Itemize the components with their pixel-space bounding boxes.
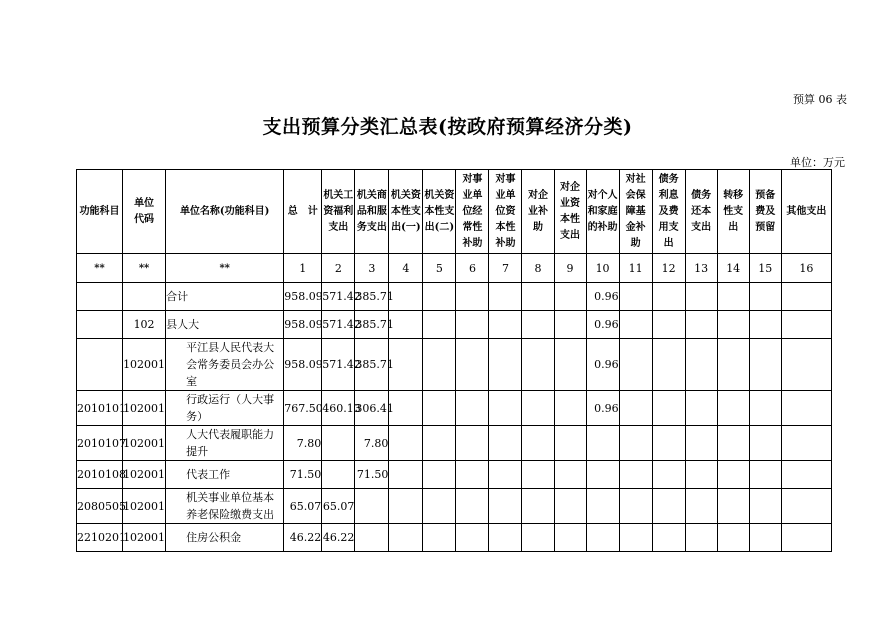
column-header: 转移 性支 出 [717, 170, 749, 254]
amount-cell: 958.09 [284, 283, 322, 311]
column-header: 预备 费及 预留 [749, 170, 781, 254]
amount-cell [685, 311, 717, 339]
amount-cell [619, 426, 652, 461]
column-header: 其他支出 [781, 170, 831, 254]
amount-cell [423, 283, 456, 311]
unit-name-cell: 代表工作 [166, 461, 284, 489]
amount-cell [781, 283, 831, 311]
amount-cell [749, 461, 781, 489]
amount-cell [423, 311, 456, 339]
column-index-cell: 2 [322, 254, 355, 283]
amount-cell [389, 426, 423, 461]
table-row [77, 524, 832, 552]
table-row [77, 339, 832, 391]
amount-cell: 571.42 [322, 283, 355, 311]
unit-code-cell: 102001 [123, 426, 166, 461]
amount-cell [652, 524, 685, 552]
table-row [77, 391, 832, 426]
amount-cell [619, 489, 652, 524]
amount-cell [652, 339, 685, 391]
amount-cell [389, 489, 423, 524]
amount-cell [489, 283, 522, 311]
amount-cell [781, 461, 831, 489]
amount-cell: 385.71 [355, 311, 389, 339]
column-index-cell: 15 [749, 254, 781, 283]
amount-cell [522, 339, 554, 391]
amount-cell [781, 524, 831, 552]
amount-cell [389, 339, 423, 391]
column-header: 对社 会保 障基 金补 助 [619, 170, 652, 254]
amount-cell: 460.13 [322, 391, 355, 426]
amount-cell [423, 489, 456, 524]
amount-cell: 0.96 [586, 391, 619, 426]
amount-cell: 571.42 [322, 311, 355, 339]
amount-cell: 958.09 [284, 339, 322, 391]
amount-cell [389, 311, 423, 339]
amount-cell: 65.07 [284, 489, 322, 524]
header-row [77, 170, 832, 254]
amount-cell [522, 311, 554, 339]
column-header: 机关商 品和服 务支出 [355, 170, 389, 254]
amount-cell [489, 489, 522, 524]
unit-name-cell: 县人大 [166, 311, 284, 339]
unit-name-cell: 行政运行（人大事务） [166, 391, 284, 426]
amount-cell [554, 339, 586, 391]
amount-cell: 7.80 [284, 426, 322, 461]
amount-cell [554, 524, 586, 552]
amount-cell [586, 461, 619, 489]
amount-cell [717, 311, 749, 339]
column-index-cell: 3 [355, 254, 389, 283]
column-index-row [77, 254, 832, 283]
amount-cell [456, 339, 489, 391]
amount-cell: 65.07 [322, 489, 355, 524]
amount-cell [522, 426, 554, 461]
amount-cell [456, 311, 489, 339]
amount-cell [456, 524, 489, 552]
form-number: 预算 06 表 [793, 93, 847, 106]
column-index-cell: 13 [685, 254, 717, 283]
amount-cell: 71.50 [355, 461, 389, 489]
unit-label: 单位：万元 [790, 156, 845, 169]
unit-code-cell: 102001 [123, 391, 166, 426]
amount-cell [423, 391, 456, 426]
amount-cell [389, 524, 423, 552]
amount-cell [781, 391, 831, 426]
amount-cell [652, 311, 685, 339]
amount-cell [554, 391, 586, 426]
amount-cell: 46.22 [322, 524, 355, 552]
function-code-cell [77, 339, 123, 391]
unit-code-cell: 102001 [123, 461, 166, 489]
column-index-cell: 10 [586, 254, 619, 283]
amount-cell [522, 461, 554, 489]
amount-cell [456, 489, 489, 524]
table-row [77, 489, 832, 524]
amount-cell [489, 339, 522, 391]
function-code-cell: 2210201 [77, 524, 123, 552]
amount-cell [586, 426, 619, 461]
amount-cell [456, 461, 489, 489]
budget-table [76, 169, 832, 552]
column-index-cell: 6 [456, 254, 489, 283]
amount-cell: 0.96 [586, 283, 619, 311]
unit-name-cell: 住房公积金 [166, 524, 284, 552]
amount-cell [781, 426, 831, 461]
column-index-cell: ** [123, 254, 166, 283]
amount-cell [717, 426, 749, 461]
column-header: 对事 业单 位经 常性 补助 [456, 170, 489, 254]
page-title: 支出预算分类汇总表(按政府预算经济分类) [262, 116, 633, 138]
amount-cell [619, 461, 652, 489]
function-code-cell [77, 311, 123, 339]
function-code-cell: 2010101 [77, 391, 123, 426]
amount-cell [489, 426, 522, 461]
amount-cell [652, 426, 685, 461]
amount-cell: 0.96 [586, 339, 619, 391]
amount-cell: 306.41 [355, 391, 389, 426]
amount-cell [456, 283, 489, 311]
table-row [77, 426, 832, 461]
unit-name-cell: 平江县人民代表大会常务委员会办公室 [166, 339, 284, 391]
amount-cell: 571.42 [322, 339, 355, 391]
column-header: 单位 代码 [123, 170, 166, 254]
function-code-cell: 2080505 [77, 489, 123, 524]
column-index-cell: 16 [781, 254, 831, 283]
unit-code-cell [123, 283, 166, 311]
column-header: 机关资 本性支 出(一) [389, 170, 423, 254]
amount-cell [554, 311, 586, 339]
column-index-cell: 1 [284, 254, 322, 283]
amount-cell [781, 339, 831, 391]
amount-cell [554, 426, 586, 461]
column-index-cell: 12 [652, 254, 685, 283]
function-code-cell: 2010108 [77, 461, 123, 489]
column-index-cell: 11 [619, 254, 652, 283]
unit-code-cell: 102 [123, 311, 166, 339]
amount-cell [685, 426, 717, 461]
unit-name-cell: 合计 [166, 283, 284, 311]
amount-cell [456, 391, 489, 426]
column-index-cell: 8 [522, 254, 554, 283]
column-header: 单位名称(功能科目) [166, 170, 284, 254]
amount-cell [685, 339, 717, 391]
amount-cell: 7.80 [355, 426, 389, 461]
amount-cell [554, 489, 586, 524]
amount-cell [423, 426, 456, 461]
amount-cell [389, 283, 423, 311]
amount-cell [652, 489, 685, 524]
amount-cell [749, 524, 781, 552]
amount-cell [685, 461, 717, 489]
amount-cell [652, 391, 685, 426]
function-code-cell [77, 283, 123, 311]
amount-cell [522, 489, 554, 524]
unit-name-cell: 机关事业单位基本养老保险缴费支出 [166, 489, 284, 524]
amount-cell [619, 311, 652, 339]
amount-cell [619, 524, 652, 552]
amount-cell: 958.09 [284, 311, 322, 339]
table-row [77, 461, 832, 489]
column-header: 机关工 资福利 支出 [322, 170, 355, 254]
amount-cell [685, 283, 717, 311]
amount-cell: 385.71 [355, 339, 389, 391]
amount-cell [489, 391, 522, 426]
amount-cell [423, 339, 456, 391]
amount-cell [554, 461, 586, 489]
amount-cell [423, 461, 456, 489]
amount-cell [749, 391, 781, 426]
amount-cell [586, 524, 619, 552]
amount-cell [749, 339, 781, 391]
column-index-cell: 5 [423, 254, 456, 283]
amount-cell [717, 489, 749, 524]
column-header: 总 计 [284, 170, 322, 254]
amount-cell [781, 489, 831, 524]
amount-cell [749, 489, 781, 524]
amount-cell [685, 489, 717, 524]
amount-cell [322, 426, 355, 461]
amount-cell [389, 391, 423, 426]
column-header: 对个人 和家庭 的补助 [586, 170, 619, 254]
column-header: 功能科目 [77, 170, 123, 254]
amount-cell [652, 461, 685, 489]
amount-cell [322, 461, 355, 489]
amount-cell [717, 524, 749, 552]
amount-cell [685, 391, 717, 426]
amount-cell [522, 524, 554, 552]
amount-cell [389, 461, 423, 489]
column-index-cell: 7 [489, 254, 522, 283]
amount-cell: 71.50 [284, 461, 322, 489]
unit-name-cell: 人大代表履职能力提升 [166, 426, 284, 461]
amount-cell [554, 283, 586, 311]
amount-cell [355, 489, 389, 524]
table-row [77, 283, 832, 311]
column-header: 对企 业资 本性 支出 [554, 170, 586, 254]
amount-cell [717, 283, 749, 311]
amount-cell: 46.22 [284, 524, 322, 552]
amount-cell [489, 311, 522, 339]
unit-code-cell: 102001 [123, 524, 166, 552]
amount-cell [717, 391, 749, 426]
amount-cell [489, 461, 522, 489]
unit-code-cell: 102001 [123, 339, 166, 391]
amount-cell: 385.71 [355, 283, 389, 311]
column-header: 机关资 本性支 出(二) [423, 170, 456, 254]
column-header: 对企 业补 助 [522, 170, 554, 254]
amount-cell [685, 524, 717, 552]
table-row [77, 311, 832, 339]
amount-cell [652, 283, 685, 311]
column-index-cell: 14 [717, 254, 749, 283]
amount-cell [489, 524, 522, 552]
amount-cell [717, 339, 749, 391]
function-code-cell: 2010107 [77, 426, 123, 461]
column-index-cell: 9 [554, 254, 586, 283]
unit-code-cell: 102001 [123, 489, 166, 524]
amount-cell [355, 524, 389, 552]
column-header: 债务 利息 及费 用支 出 [652, 170, 685, 254]
column-index-cell: ** [166, 254, 284, 283]
amount-cell [522, 391, 554, 426]
amount-cell [619, 283, 652, 311]
amount-cell [749, 426, 781, 461]
amount-cell [781, 311, 831, 339]
column-index-cell: ** [77, 254, 123, 283]
column-header: 债务 还本 支出 [685, 170, 717, 254]
amount-cell [749, 311, 781, 339]
amount-cell [619, 339, 652, 391]
amount-cell [749, 283, 781, 311]
column-index-cell: 4 [389, 254, 423, 283]
column-header: 对事 业单 位资 本性 补助 [489, 170, 522, 254]
amount-cell: 0.96 [586, 311, 619, 339]
amount-cell [619, 391, 652, 426]
amount-cell [423, 524, 456, 552]
amount-cell [586, 489, 619, 524]
amount-cell [456, 426, 489, 461]
amount-cell [717, 461, 749, 489]
amount-cell: 767.50 [284, 391, 322, 426]
amount-cell [522, 283, 554, 311]
